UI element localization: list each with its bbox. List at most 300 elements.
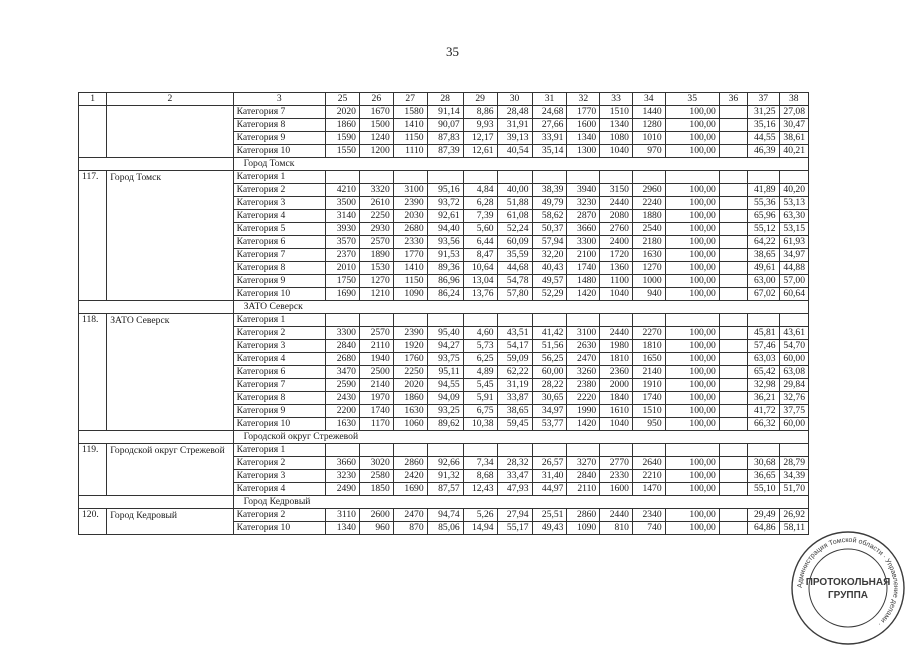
value-cell: 3500	[326, 197, 360, 210]
value-cell	[532, 171, 567, 184]
section-spacer	[79, 431, 234, 444]
category-cell: Категория 10	[233, 522, 326, 535]
table-row	[79, 106, 809, 119]
value-cell: 1110	[393, 145, 427, 158]
value-cell: 94,09	[427, 392, 463, 405]
value-cell: 100,00	[665, 470, 719, 483]
value-cell: 28,48	[497, 106, 532, 119]
value-cell	[567, 444, 600, 457]
category-cell: Категория 7	[233, 249, 326, 262]
value-cell: 1090	[567, 522, 600, 535]
value-cell: 100,00	[665, 106, 719, 119]
value-cell: 26,57	[532, 457, 567, 470]
value-cell: 47,93	[497, 483, 532, 496]
value-cell: 1040	[600, 418, 633, 431]
value-cell: 51,56	[532, 340, 567, 353]
category-cell: Категория 1	[233, 444, 326, 457]
value-cell: 100,00	[665, 522, 719, 535]
value-cell: 3270	[567, 457, 600, 470]
value-cell: 31,25	[748, 106, 780, 119]
value-cell: 5,91	[463, 392, 497, 405]
value-cell	[463, 314, 497, 327]
value-cell: 2840	[326, 340, 360, 353]
value-cell	[719, 405, 747, 418]
value-cell	[532, 444, 567, 457]
value-cell	[326, 171, 360, 184]
stamp-ring-text: Администрация Томской области · Управление делами ·	[796, 536, 900, 628]
category-cell: Категория 4	[233, 210, 326, 223]
value-cell	[719, 210, 747, 223]
value-cell: 35,16	[748, 119, 780, 132]
value-cell	[532, 314, 567, 327]
value-cell: 60,09	[497, 236, 532, 249]
value-cell: 36,65	[748, 470, 780, 483]
value-cell: 5,45	[463, 379, 497, 392]
value-cell: 1170	[359, 418, 393, 431]
value-cell: 1270	[359, 275, 393, 288]
value-cell: 1550	[326, 145, 360, 158]
value-cell: 57,94	[532, 236, 567, 249]
value-cell	[359, 314, 393, 327]
value-cell: 38,65	[748, 249, 780, 262]
value-cell	[748, 444, 780, 457]
value-cell: 100,00	[665, 353, 719, 366]
value-cell: 94,55	[427, 379, 463, 392]
value-cell	[719, 353, 747, 366]
category-cell: Категория 6	[233, 236, 326, 249]
value-cell: 95,40	[427, 327, 463, 340]
value-cell	[779, 314, 808, 327]
value-cell: 92,61	[427, 210, 463, 223]
category-cell: Категория 3	[233, 340, 326, 353]
value-cell: 52,29	[532, 288, 567, 301]
value-cell: 1630	[326, 418, 360, 431]
value-cell: 3570	[326, 236, 360, 249]
value-cell: 5,60	[463, 223, 497, 236]
value-cell: 1770	[393, 249, 427, 262]
value-cell: 49,79	[532, 197, 567, 210]
value-cell: 1990	[567, 405, 600, 418]
value-cell: 67,02	[748, 288, 780, 301]
value-cell: 26,92	[779, 509, 808, 522]
value-cell: 1410	[393, 262, 427, 275]
value-cell: 100,00	[665, 132, 719, 145]
value-cell: 91,53	[427, 249, 463, 262]
value-cell: 13,76	[463, 288, 497, 301]
table-row	[79, 444, 809, 457]
protocol-stamp	[788, 528, 905, 648]
value-cell: 86,96	[427, 275, 463, 288]
value-cell: 6,75	[463, 405, 497, 418]
value-cell: 2400	[600, 236, 633, 249]
section-row	[79, 301, 809, 314]
category-cell: Категория 9	[233, 275, 326, 288]
value-cell: 1010	[632, 132, 665, 145]
value-cell: 94,27	[427, 340, 463, 353]
value-cell: 870	[393, 522, 427, 535]
value-cell: 27,08	[779, 106, 808, 119]
header-cell: 30	[497, 93, 532, 106]
value-cell: 38,65	[497, 405, 532, 418]
value-cell: 1740	[359, 405, 393, 418]
value-cell: 2760	[600, 223, 633, 236]
value-cell: 100,00	[665, 366, 719, 379]
value-cell: 1690	[393, 483, 427, 496]
value-cell	[719, 522, 747, 535]
value-cell	[719, 262, 747, 275]
value-cell	[719, 145, 747, 158]
value-cell: 1060	[393, 418, 427, 431]
value-cell	[359, 171, 393, 184]
value-cell: 87,57	[427, 483, 463, 496]
value-cell	[393, 444, 427, 457]
value-cell: 41,42	[532, 327, 567, 340]
value-cell: 55,10	[748, 483, 780, 496]
value-cell: 2490	[326, 483, 360, 496]
value-cell	[779, 444, 808, 457]
section-title: ЗАТО Северск	[233, 301, 808, 314]
row-index: 119.	[79, 444, 107, 496]
value-cell: 1530	[359, 262, 393, 275]
value-cell: 85,06	[427, 522, 463, 535]
value-cell: 3230	[326, 470, 360, 483]
value-cell: 3930	[326, 223, 360, 236]
value-cell: 45,81	[748, 327, 780, 340]
value-cell: 40,21	[779, 145, 808, 158]
header-cell: 1	[79, 93, 107, 106]
value-cell: 1340	[600, 119, 633, 132]
value-cell: 2440	[600, 509, 633, 522]
value-cell: 89,62	[427, 418, 463, 431]
value-cell: 1860	[393, 392, 427, 405]
value-cell: 38,39	[532, 184, 567, 197]
value-cell: 3940	[567, 184, 600, 197]
value-cell: 93,75	[427, 353, 463, 366]
value-cell	[719, 327, 747, 340]
value-cell: 3230	[567, 197, 600, 210]
value-cell: 60,64	[779, 288, 808, 301]
value-cell: 4,89	[463, 366, 497, 379]
value-cell: 9,93	[463, 119, 497, 132]
value-cell: 3020	[359, 457, 393, 470]
value-cell: 2600	[359, 509, 393, 522]
value-cell: 2270	[632, 327, 665, 340]
value-cell: 100,00	[665, 223, 719, 236]
value-cell: 2440	[600, 197, 633, 210]
value-cell: 40,00	[497, 184, 532, 197]
category-cell: Категория 8	[233, 262, 326, 275]
value-cell: 1440	[632, 106, 665, 119]
value-cell: 2680	[393, 223, 427, 236]
value-cell	[719, 314, 747, 327]
category-cell: Категория 2	[233, 184, 326, 197]
value-cell: 2540	[632, 223, 665, 236]
value-cell	[719, 288, 747, 301]
value-cell: 2570	[359, 236, 393, 249]
stamp-line-2: ГРУППА	[827, 590, 869, 601]
value-cell: 2250	[359, 210, 393, 223]
value-cell: 4,60	[463, 327, 497, 340]
header-cell: 31	[532, 93, 567, 106]
value-cell: 43,51	[497, 327, 532, 340]
value-cell	[600, 171, 633, 184]
value-cell: 2020	[326, 106, 360, 119]
value-cell	[719, 366, 747, 379]
value-cell: 66,32	[748, 418, 780, 431]
value-cell: 43,61	[779, 327, 808, 340]
value-cell: 34,39	[779, 470, 808, 483]
value-cell: 10,38	[463, 418, 497, 431]
value-cell	[393, 314, 427, 327]
category-cell: Категория 3	[233, 470, 326, 483]
value-cell: 30,68	[748, 457, 780, 470]
value-cell	[719, 379, 747, 392]
category-cell: Категория 7	[233, 379, 326, 392]
value-cell: 2210	[632, 470, 665, 483]
section-row	[79, 496, 809, 509]
value-cell: 1740	[632, 392, 665, 405]
value-cell: 59,45	[497, 418, 532, 431]
value-cell: 2000	[600, 379, 633, 392]
value-cell: 53,15	[779, 223, 808, 236]
value-cell: 13,04	[463, 275, 497, 288]
value-cell: 100,00	[665, 327, 719, 340]
value-cell: 8,47	[463, 249, 497, 262]
value-cell: 1410	[393, 119, 427, 132]
category-cell: Категория 7	[233, 106, 326, 119]
municipality-name: ЗАТО Северск	[107, 314, 233, 431]
table-row	[79, 314, 809, 327]
value-cell: 92,66	[427, 457, 463, 470]
value-cell: 1690	[326, 288, 360, 301]
value-cell	[326, 444, 360, 457]
value-cell: 1510	[600, 106, 633, 119]
category-cell: Категория 2	[233, 457, 326, 470]
value-cell: 44,88	[779, 262, 808, 275]
value-cell: 60,00	[532, 366, 567, 379]
value-cell: 36,21	[748, 392, 780, 405]
value-cell: 29,49	[748, 509, 780, 522]
value-cell: 63,00	[748, 275, 780, 288]
value-cell	[719, 509, 747, 522]
value-cell: 53,13	[779, 197, 808, 210]
value-cell: 1270	[632, 262, 665, 275]
page-number: 35	[446, 44, 459, 59]
value-cell: 2080	[600, 210, 633, 223]
value-cell: 2770	[600, 457, 633, 470]
value-cell: 1100	[600, 275, 633, 288]
category-cell: Категория 4	[233, 353, 326, 366]
value-cell: 86,24	[427, 288, 463, 301]
value-cell: 100,00	[665, 119, 719, 132]
value-cell	[600, 444, 633, 457]
value-cell: 32,76	[779, 392, 808, 405]
value-cell: 2430	[326, 392, 360, 405]
value-cell: 4,84	[463, 184, 497, 197]
value-cell: 100,00	[665, 405, 719, 418]
value-cell: 100,00	[665, 249, 719, 262]
value-cell	[632, 444, 665, 457]
value-cell: 2140	[359, 379, 393, 392]
value-cell: 52,24	[497, 223, 532, 236]
value-cell: 1240	[359, 132, 393, 145]
value-cell: 55,36	[748, 197, 780, 210]
value-cell: 2440	[600, 327, 633, 340]
value-cell: 12,43	[463, 483, 497, 496]
value-cell: 2570	[359, 327, 393, 340]
value-cell: 4210	[326, 184, 360, 197]
value-cell: 2390	[393, 327, 427, 340]
value-cell: 2180	[632, 236, 665, 249]
value-cell	[748, 314, 780, 327]
value-cell	[719, 184, 747, 197]
value-cell: 2500	[359, 366, 393, 379]
value-cell: 1360	[600, 262, 633, 275]
value-cell: 1150	[393, 275, 427, 288]
value-cell: 940	[632, 288, 665, 301]
value-cell: 1040	[600, 145, 633, 158]
value-cell: 95,16	[427, 184, 463, 197]
value-cell: 91,14	[427, 106, 463, 119]
value-cell: 55,17	[497, 522, 532, 535]
value-cell: 49,61	[748, 262, 780, 275]
value-cell: 1880	[632, 210, 665, 223]
value-cell: 94,40	[427, 223, 463, 236]
value-cell: 1090	[393, 288, 427, 301]
value-cell: 28,22	[532, 379, 567, 392]
value-cell: 100,00	[665, 483, 719, 496]
value-cell: 59,09	[497, 353, 532, 366]
section-title: Городской округ Стрежевой	[233, 431, 808, 444]
value-cell: 49,57	[532, 275, 567, 288]
value-cell	[359, 444, 393, 457]
value-cell: 1580	[393, 106, 427, 119]
category-cell: Категория 5	[233, 223, 326, 236]
value-cell	[463, 444, 497, 457]
value-cell: 58,62	[532, 210, 567, 223]
value-cell: 8,68	[463, 470, 497, 483]
value-cell: 1940	[359, 353, 393, 366]
value-cell: 2630	[567, 340, 600, 353]
value-cell: 91,32	[427, 470, 463, 483]
value-cell: 100,00	[665, 340, 719, 353]
value-cell: 93,25	[427, 405, 463, 418]
value-cell	[497, 444, 532, 457]
value-cell: 3110	[326, 509, 360, 522]
value-cell: 2420	[393, 470, 427, 483]
value-cell: 1340	[567, 132, 600, 145]
value-cell	[665, 314, 719, 327]
value-cell: 63,08	[779, 366, 808, 379]
stamp-line-1: ПРОТОКОЛЬНАЯ	[805, 577, 891, 588]
header-cell: 28	[427, 93, 463, 106]
value-cell	[719, 483, 747, 496]
value-cell: 1770	[567, 106, 600, 119]
value-cell: 31,91	[497, 119, 532, 132]
value-cell: 1860	[326, 119, 360, 132]
value-cell: 27,66	[532, 119, 567, 132]
value-cell	[719, 197, 747, 210]
value-cell: 30,65	[532, 392, 567, 405]
value-cell: 44,55	[748, 132, 780, 145]
header-cell: 37	[748, 93, 780, 106]
value-cell: 1980	[600, 340, 633, 353]
value-cell: 63,03	[748, 353, 780, 366]
row-index	[79, 106, 107, 158]
value-cell: 6,28	[463, 197, 497, 210]
value-cell: 1600	[600, 483, 633, 496]
value-cell: 35,59	[497, 249, 532, 262]
value-cell	[326, 314, 360, 327]
value-cell: 87,83	[427, 132, 463, 145]
header-cell: 34	[632, 93, 665, 106]
value-cell: 27,94	[497, 509, 532, 522]
value-cell: 1420	[567, 288, 600, 301]
value-cell: 2360	[600, 366, 633, 379]
value-cell: 1280	[632, 119, 665, 132]
value-cell: 100,00	[665, 288, 719, 301]
value-cell: 1650	[632, 353, 665, 366]
value-cell: 100,00	[665, 197, 719, 210]
category-cell: Категория 9	[233, 405, 326, 418]
value-cell	[427, 314, 463, 327]
value-cell: 57,46	[748, 340, 780, 353]
header-row	[79, 93, 809, 106]
value-cell: 2580	[359, 470, 393, 483]
category-cell: Категория 10	[233, 418, 326, 431]
value-cell: 37,75	[779, 405, 808, 418]
value-cell: 40,54	[497, 145, 532, 158]
header-cell: 35	[665, 93, 719, 106]
value-cell: 970	[632, 145, 665, 158]
value-cell: 64,22	[748, 236, 780, 249]
value-cell	[719, 249, 747, 262]
value-cell: 100,00	[665, 145, 719, 158]
section-title: Город Кедровый	[233, 496, 808, 509]
value-cell: 8,86	[463, 106, 497, 119]
value-cell: 2340	[632, 509, 665, 522]
municipality-name	[107, 106, 233, 158]
value-cell: 1810	[632, 340, 665, 353]
value-cell: 1970	[359, 392, 393, 405]
value-cell	[497, 171, 532, 184]
value-cell: 1890	[359, 249, 393, 262]
header-cell: 36	[719, 93, 747, 106]
value-cell	[665, 171, 719, 184]
value-cell: 1760	[393, 353, 427, 366]
value-cell: 6,25	[463, 353, 497, 366]
value-cell	[719, 340, 747, 353]
category-cell: Категория 9	[233, 132, 326, 145]
value-cell: 54,78	[497, 275, 532, 288]
category-cell: Категория 4	[233, 483, 326, 496]
value-cell: 25,51	[532, 509, 567, 522]
value-cell	[567, 171, 600, 184]
value-cell: 32,20	[532, 249, 567, 262]
value-cell: 61,08	[497, 210, 532, 223]
value-cell: 100,00	[665, 418, 719, 431]
value-cell: 44,97	[532, 483, 567, 496]
value-cell: 54,70	[779, 340, 808, 353]
value-cell: 24,68	[532, 106, 567, 119]
value-cell: 62,22	[497, 366, 532, 379]
value-cell	[632, 171, 665, 184]
category-cell: Категория 3	[233, 197, 326, 210]
value-cell: 2010	[326, 262, 360, 275]
value-cell: 2640	[632, 457, 665, 470]
value-cell	[719, 236, 747, 249]
value-cell: 2240	[632, 197, 665, 210]
